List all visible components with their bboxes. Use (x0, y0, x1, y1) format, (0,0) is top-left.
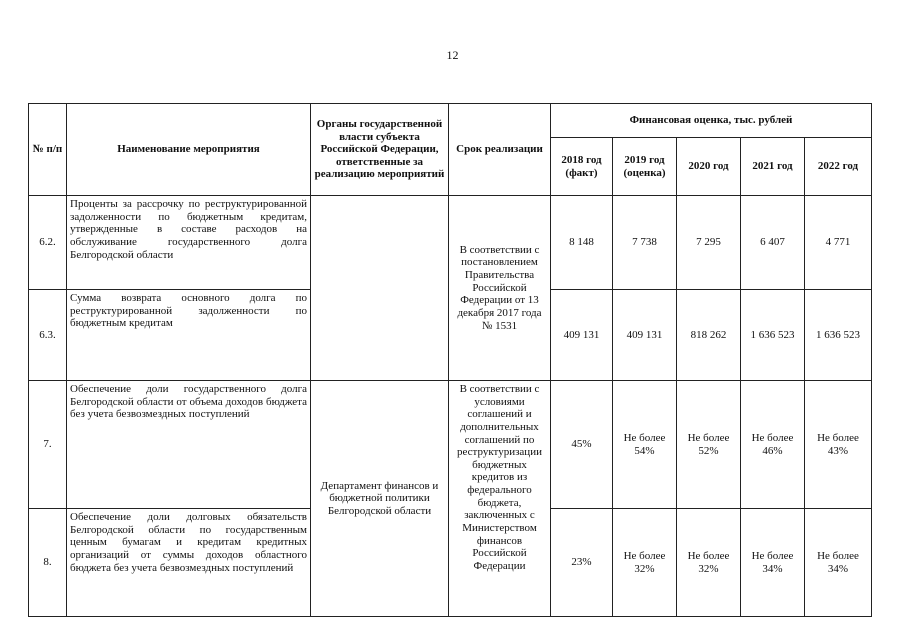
header-name: Наименование мероприятия (67, 104, 311, 196)
value-cell: 7 738 (613, 196, 677, 290)
header-year-2020: 2020 год (677, 138, 741, 196)
value-cell: 8 148 (551, 196, 613, 290)
row-name: Проценты за рассрочку по реструктурированной задолженности по бюджетным кредитам, утвержденные в составе расходов на обслуживание государственного долга Белгородской области (67, 196, 311, 290)
row-num: 7. (29, 381, 67, 509)
value-cell: 6 407 (741, 196, 805, 290)
row-num: 6.2. (29, 196, 67, 290)
value-cell: Не более 54% (613, 381, 677, 509)
value-cell: Не более 52% (677, 381, 741, 509)
header-term: Срок реализации (449, 104, 551, 196)
value-cell: Не более 46% (741, 381, 805, 509)
row-num: 8. (29, 509, 67, 617)
term-group-1: В соответствии с постановлением Правительства Российской Федерации от 13 декабря 2017 года № 1531 (449, 196, 551, 381)
row-num: 6.3. (29, 290, 67, 381)
page-number: 12 (446, 48, 459, 62)
table-row (29, 196, 872, 290)
value-cell: 1 636 523 (805, 290, 872, 381)
row-name: Обеспечение доли долговых обязательств Белгородской области по государственным ценным бумагам и кредитам кредитных организаций от суммы доходов областного бюджета без учета безвозмездных поступлений (67, 509, 311, 617)
header-finance: Финансовая оценка, тыс. рублей (551, 104, 872, 138)
org-cell-empty (311, 196, 449, 381)
value-cell: 409 131 (551, 290, 613, 381)
term-group-2: В соответствии с условиями соглашений и дополнительных соглашений по реструктуризации бюджетных кредитов из федерального бюджета, заключенных с Министерством финансов Российской Федерации (449, 381, 551, 617)
value-cell: 4 771 (805, 196, 872, 290)
value-cell: 7 295 (677, 196, 741, 290)
value-cell: Не более 32% (677, 509, 741, 617)
value-cell: Не более 34% (805, 509, 872, 617)
header-org: Органы государственной власти субъекта Российской Федерации, ответственные за реализацию мероприятий (311, 104, 449, 196)
header-year-2019: 2019 год (оценка) (613, 138, 677, 196)
value-cell: 45% (551, 381, 613, 509)
value-cell: Не более 43% (805, 381, 872, 509)
org-group-2: Департамент финансов и бюджетной политики Белгородской области (311, 381, 449, 617)
value-cell: Не более 34% (741, 509, 805, 617)
table-row (29, 381, 872, 509)
value-cell: 1 636 523 (741, 290, 805, 381)
row-name: Сумма возврата основного долга по реструктурированной задолженности по бюджетным кредитам (67, 290, 311, 381)
value-cell: 818 262 (677, 290, 741, 381)
header-year-2021: 2021 год (741, 138, 805, 196)
header-year-2018: 2018 год (факт) (551, 138, 613, 196)
header-num: № п/п (29, 104, 67, 196)
row-name: Обеспечение доли государственного долга Белгородской области от объема доходов бюджета без учета безвозмездных поступлений (67, 381, 311, 509)
financial-table (28, 103, 872, 617)
header-year-2022: 2022 год (805, 138, 872, 196)
value-cell: 23% (551, 509, 613, 617)
value-cell: 409 131 (613, 290, 677, 381)
value-cell: Не более 32% (613, 509, 677, 617)
